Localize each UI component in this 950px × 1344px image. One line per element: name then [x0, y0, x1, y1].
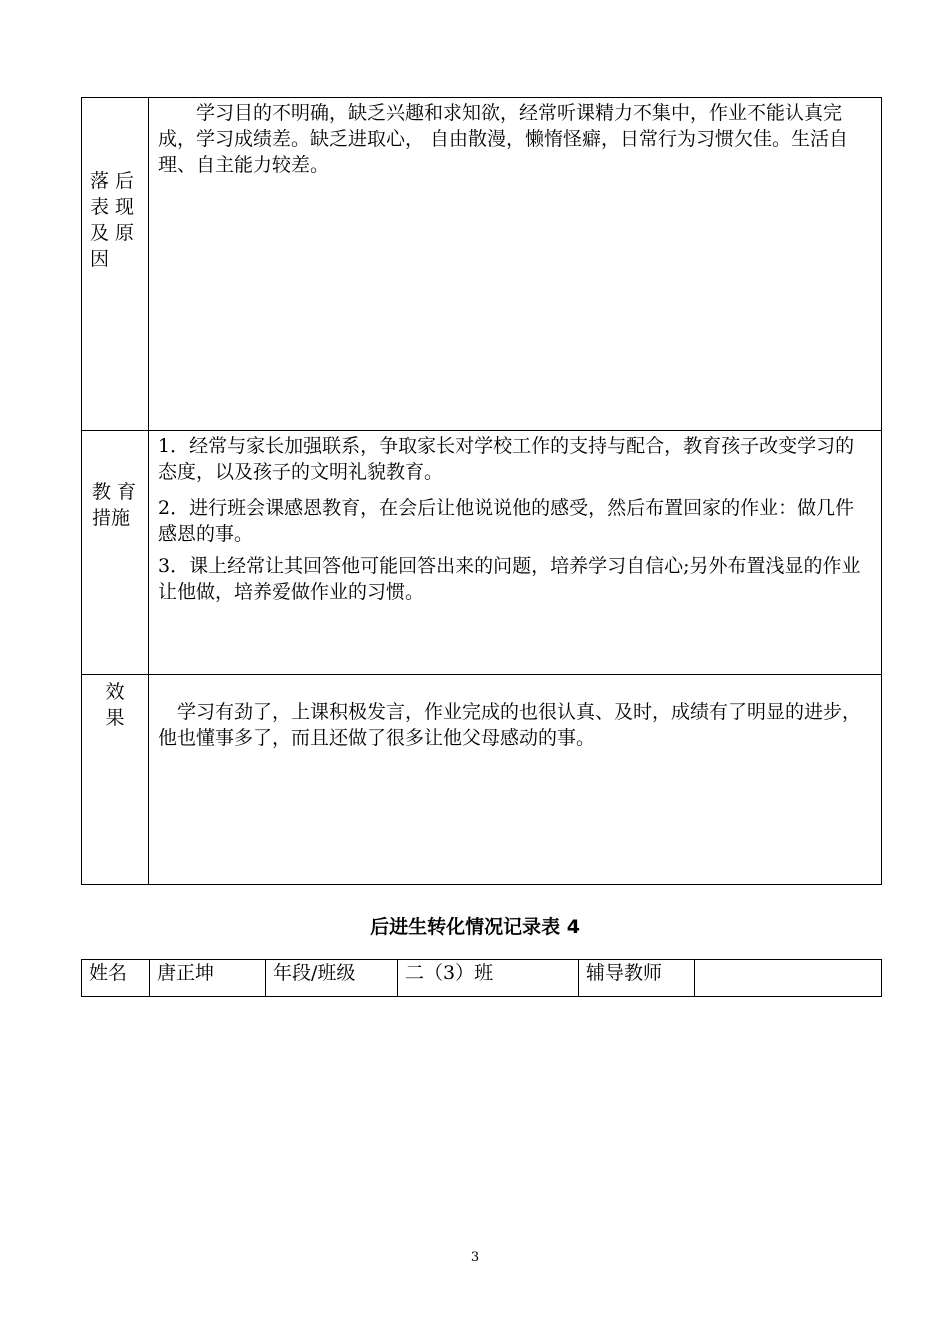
label-line: 效 [105, 681, 125, 703]
info-table [81, 959, 882, 997]
grade-label: 年段/班级 [266, 960, 398, 997]
label-line: 落 后 [90, 170, 135, 192]
measure-item-1: 1．经常与家长加强联系，争取家长对学校工作的支持与配合，教育孩子改变学习的态度，以及孩子的文明礼貌教育。 [158, 435, 855, 483]
label-line: 措施 [92, 507, 131, 529]
label-cell-effect [82, 675, 149, 885]
row-reasons [82, 98, 882, 431]
label-line: 表 现 [90, 196, 135, 218]
teacher-value [695, 960, 882, 997]
reasons-text: 学习目的不明确，缺乏兴趣和求知欲，经常听课精力不集中，作业不能认真完成，学习成绩差。缺乏进取心， 自由散漫，懒惰怪癖，日常行为习惯欠佳。生活自理、自主能力较差。 [158, 102, 849, 176]
name-label: 姓名 [82, 960, 150, 997]
content-cell-measures [149, 431, 882, 675]
label-line: 及 原 [90, 222, 135, 244]
content-cell-reasons [149, 98, 882, 431]
name-value: 唐正坤 [150, 960, 266, 997]
grade-value: 二（3）班 [398, 960, 579, 997]
label-line: 果 [105, 707, 125, 729]
row-effect [82, 675, 882, 885]
record-table [81, 97, 882, 885]
label-line: 因 [90, 248, 110, 270]
label-cell-reasons [82, 98, 149, 431]
content-cell-effect [149, 675, 882, 885]
measure-item-3: 3．课上经常让其回答他可能回答出来的问题，培养学习自信心;另外布置浅显的作业让他做，培养爱做作业的习惯。 [158, 555, 861, 603]
info-row [82, 960, 882, 997]
label-cell-measures [82, 431, 149, 675]
row-measures [82, 431, 882, 675]
form-title: 后进生转化情况记录表 4 [370, 916, 580, 938]
label-line: 教 育 [92, 481, 137, 503]
teacher-label: 辅导教师 [579, 960, 695, 997]
effect-text: 学习有劲了，上课积极发言，作业完成的也很认真、及时，成绩有了明显的进步，他也懂事多了，而且还做了很多让他父母感动的事。 [158, 701, 862, 749]
page-number: 3 [470, 1250, 480, 1265]
measure-item-2: 2．进行班会课感恩教育，在会后让他说说他的感受，然后布置回家的作业：做几件感恩的事。 [158, 497, 855, 545]
